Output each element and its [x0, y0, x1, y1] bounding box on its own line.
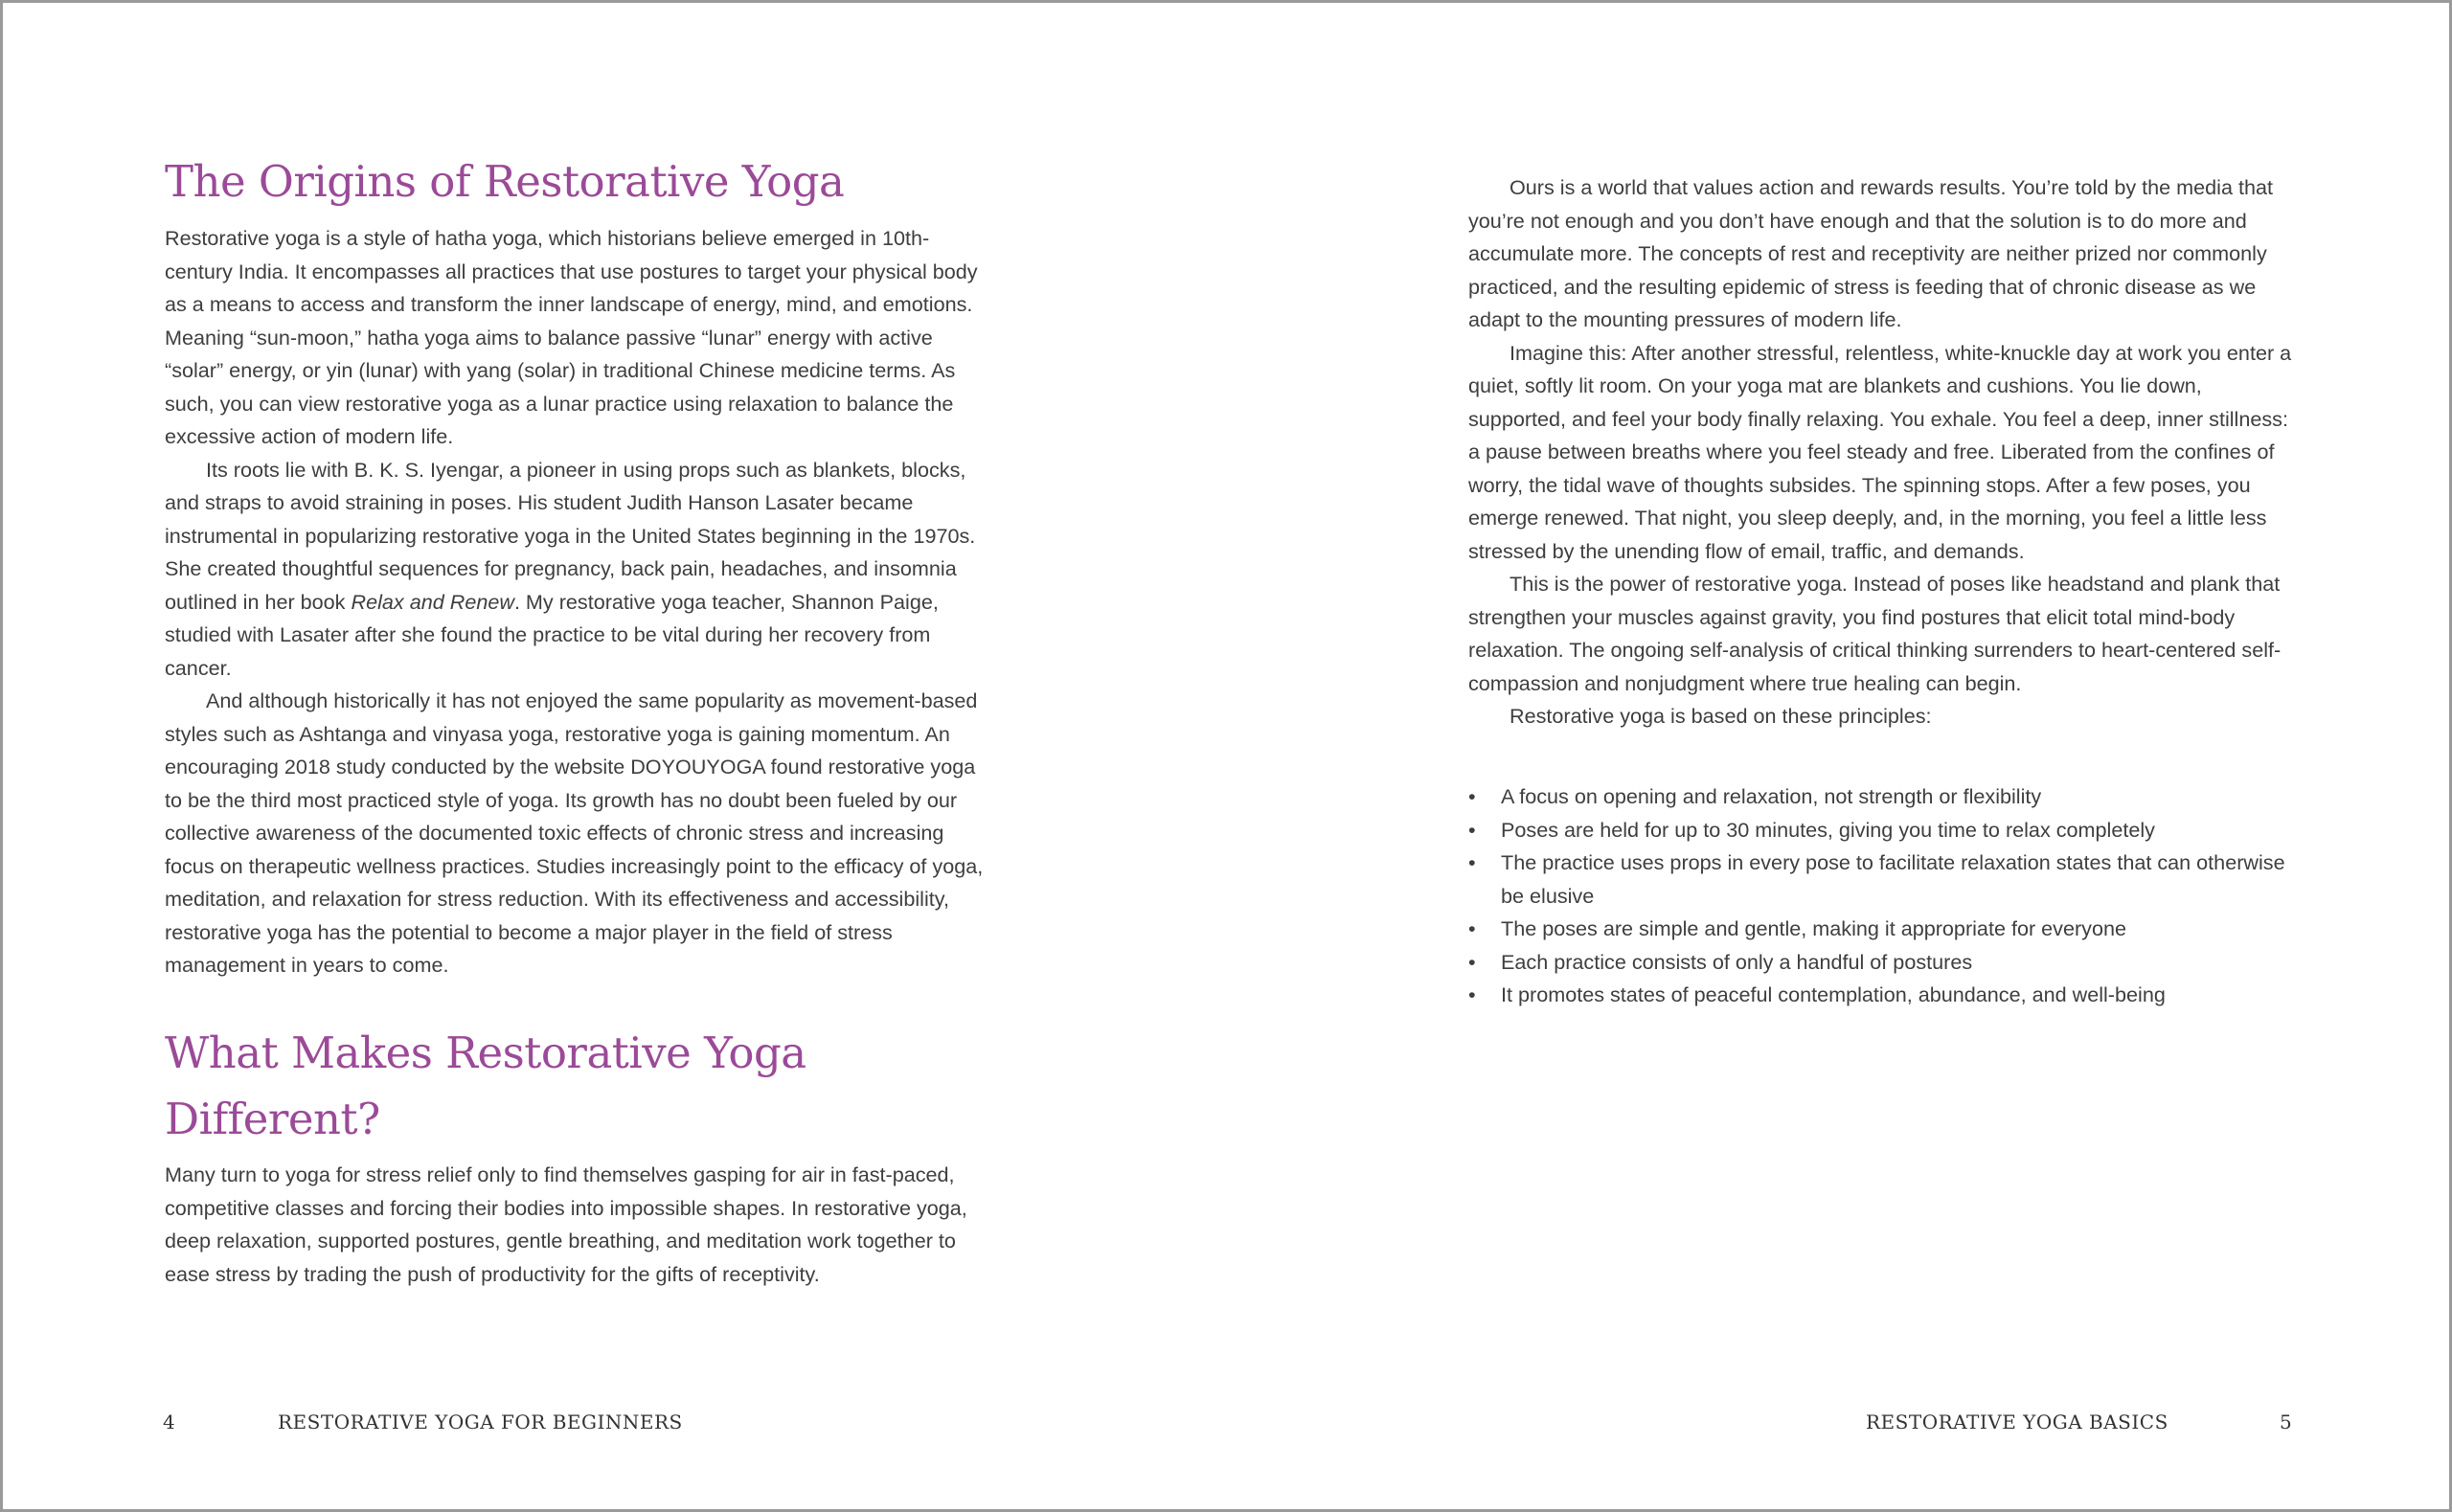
principle-text: It promotes states of peaceful contemplation, abundance, and well-being [1501, 982, 2166, 1006]
origins-paragraph-2-text-a: Its roots lie with B. K. S. Iyengar, a pioneer in using props such as blankets, blocks, and straps to avoid straining in poses. His student Judith Hanson Lasater became instrumental in popularizing restorative yoga in the United States beginning in the 1970s. She created thoughtful sequences for pregnancy, back pain, headaches, and insomnia outlined in her book [165, 457, 976, 614]
origins-paragraph-1: Restorative yoga is a style of hatha yoga, which historians believe emerged in 10th-century India. It encompasses all practices that use postures to target your physical body as a means to access and transform the inner landscape of energy, mind, and emotions. Meaning “sun-moon,” hatha yoga aims to balance passive “lunar” energy with active “solar” energy, or yin (lunar) with yang (solar) in traditional Chinese medicine terms. As such, you can view restorative yoga as a lunar practice using relaxation to balance the excessive action of modern life. [165, 226, 978, 448]
right-paragraph-4: Restorative yoga is based on these principles: [1510, 704, 1932, 728]
bullet-icon: • [1468, 916, 1476, 940]
origins-paragraph-2 [165, 454, 988, 686]
bullet-icon: • [1468, 850, 1476, 874]
origins-body [165, 222, 988, 982]
page-number-right: 5 [2280, 1410, 2293, 1433]
bullet-icon: • [1468, 982, 1476, 1006]
principle-text: Each practice consists of only a handful of postures [1501, 949, 1973, 974]
list-item [1468, 780, 2292, 814]
different-paragraph: Many turn to yoga for stress relief only to find themselves gasping for air in fast-paced, competitive classes and forcing their bodies into impossible shapes. In restorative yoga, deep relaxation, supported postures, gentle breathing, and meditation work together to ease stress by trading the push of productivity for the gifts of receptivity. [165, 1162, 967, 1286]
list-item [1468, 979, 2292, 1012]
page-number-left: 4 [163, 1410, 176, 1433]
heading-different [165, 1020, 854, 1152]
principle-text: The poses are simple and gentle, making it appropriate for everyone [1501, 916, 2126, 940]
bullet-icon: • [1468, 949, 1476, 974]
origins-paragraph-3: And although historically it has not enjoyed the same popularity as movement-based styles such as Ashtanga and vinyasa yoga, restorative yoga is gaining momentum. An encouraging 2018 study conducted by the website DOYOUYOGA found restorative yoga to be the third most practiced style of yoga. Its growth has no doubt been fueled by our collective awareness of the documented toxic effects of chronic stress and increasing focus on therapeutic wellness practices. Studies increasingly point to the efficacy of yoga, meditation, and relaxation for stress reduction. With its effectiveness and accessibility, restorative yoga has the potential to become a major player in the field of stress management in years to come. [165, 688, 984, 977]
heading-different-line-2: Different? [165, 1094, 380, 1144]
running-head-right: RESTORATIVE YOGA BASICS [1866, 1410, 2168, 1433]
heading-origins: The Origins of Restorative Yoga [165, 156, 845, 207]
heading-different-line-1: What Makes Restorative Yoga [165, 1027, 806, 1078]
principle-text: Poses are held for up to 30 minutes, giving you time to relax completely [1501, 817, 2155, 842]
list-item [1468, 946, 2292, 980]
list-item [1468, 814, 2292, 847]
right-paragraph-3: This is the power of restorative yoga. Instead of poses like headstand and plank that strengthen your muscles against gravity, you find postures that elicit total mind-body relaxation. The ongoing self-analysis of critical thinking surrenders to heart-centered self-compassion and nonjudgment where true healing can begin. [1468, 572, 2282, 695]
book-title: Relax and Renew [351, 589, 514, 614]
running-head-left: RESTORATIVE YOGA FOR BEGINNERS [278, 1410, 683, 1433]
list-item [1468, 846, 2292, 913]
principle-text: A focus on opening and relaxation, not strength or flexibility [1501, 784, 2042, 808]
bullet-icon: • [1468, 817, 1476, 842]
right-body [1468, 171, 2292, 733]
bullet-icon: • [1468, 784, 1476, 808]
principle-text: The practice uses props in every pose to facilitate relaxation states that can otherwise be elusive [1501, 850, 2285, 908]
principles-list [1468, 780, 2292, 1012]
list-item [1468, 913, 2292, 946]
different-body [165, 1159, 988, 1291]
right-paragraph-2: Imagine this: After another stressful, relentless, white-knuckle day at work you enter a quiet, softly lit room. On your yoga mat are blankets and cushions. You lie down, supported, and feel your body finally relaxing. You exhale. You feel a deep, inner stillness: a pause between breaths where you feel steady and free. Liberated from the confines of worry, the tidal wave of thoughts subsides. The spinning stops. After a few poses, you emerge renewed. That night, you sleep deeply, and, in the morning, you feel a little less stressed by the unending flow of email, traffic, and demands. [1468, 340, 2292, 563]
right-paragraph-1: Ours is a world that values action and rewards results. You’re told by the media that you’re not enough and you don’t have enough and that the solution is to do more and accumulate more. The concepts of rest and receptivity are neither prized nor commonly practiced, and the resulting epidemic of stress is feeding that of chronic disease as we adapt to the mounting pressures of modern life. [1468, 175, 2273, 331]
origins-paragraph-2-text-b: . My restorative yoga teacher, Shannon Paige, studied with Lasater after she found the practice to be vital during her recovery from cancer. [165, 589, 939, 680]
